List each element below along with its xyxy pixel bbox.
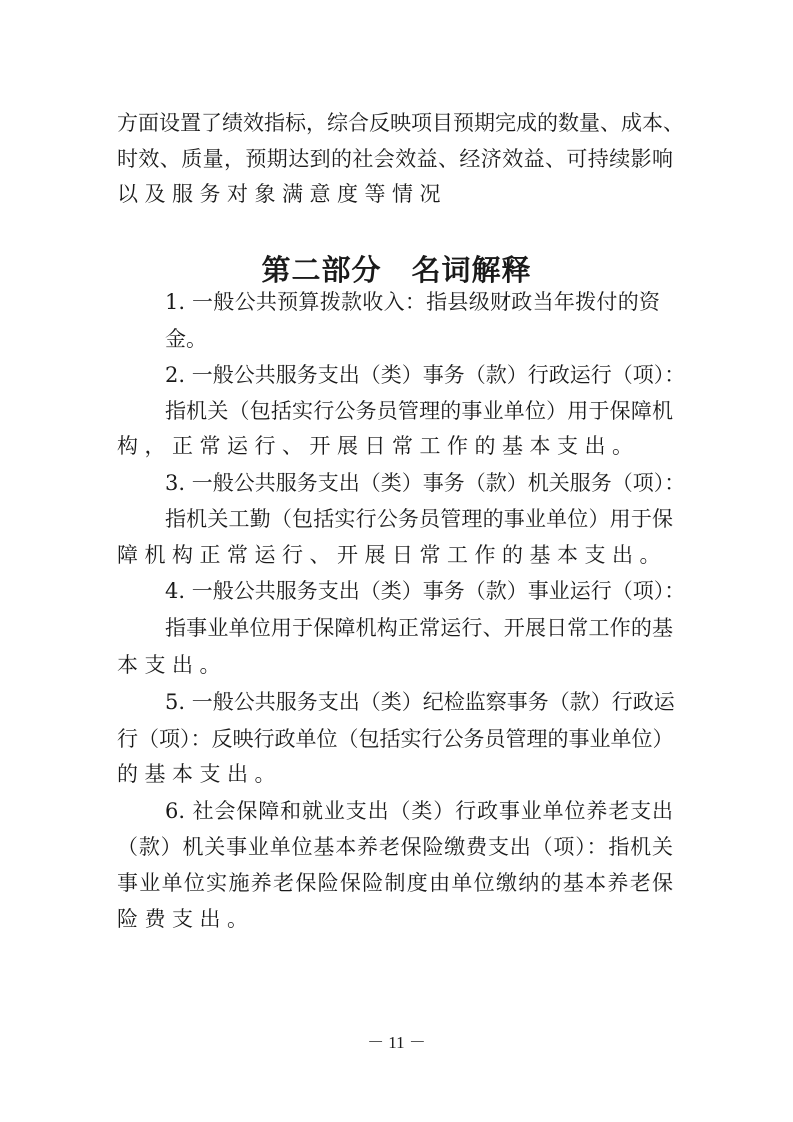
definition-line: 4. 一般公共服务支出（类）事务（款）事业运行（项）： [165, 579, 686, 603]
definition-line: 障机构正常运行、开展日常工作的基本支出。 [117, 543, 667, 567]
definition-line: 2. 一般公共服务支出（类）事务（款）行政运行（项）： [165, 363, 686, 387]
definition-line: 金。 [165, 327, 207, 351]
definition-line: 指事业单位用于保障机构正常运行、开展日常工作的基 [165, 616, 673, 640]
definition-line: 6. 社会保障和就业支出（类）行政事业单位养老支出 [165, 799, 673, 823]
definition-line: 指机关工勤（包括实行公务员管理的事业单位）用于保 [165, 507, 673, 531]
definition-line: 构，正常运行、开展日常工作的基本支出。 [117, 434, 640, 458]
paragraph-line: 以及服务对象满意度等情况 [117, 182, 447, 206]
definition-line: 险费支出。 [117, 907, 255, 931]
definition-line: （款）机关事业单位基本养老保险缴费支出（项）：指机关 [117, 835, 673, 859]
definition-line: 本支出。 [117, 653, 227, 677]
definition-line: 的基本支出。 [117, 762, 282, 786]
paragraph-line: 时效、质量，预期达到的社会效益、经济效益、可持续影响 [117, 147, 673, 171]
paragraph-line: 方面设置了绩效指标，综合反映项目预期完成的数量、成本、 [117, 111, 684, 135]
definition-line: 行（项）：反映行政单位（包括实行公务员管理的事业单位） [117, 727, 674, 751]
definition-line: 事业单位实施养老保险保险制度由单位缴纳的基本养老保 [117, 871, 673, 895]
definition-line: 5. 一般公共服务支出（类）纪检监察事务（款）行政运 [165, 690, 675, 714]
definition-line: 3. 一般公共服务支出（类）事务（款）机关服务（项）： [165, 471, 686, 495]
definition-line: 1. 一般公共预算拨款收入：指县级财政当年拨付的资 [165, 290, 660, 314]
page-number: － 11 － [367, 1033, 426, 1052]
definition-line: 指机关（包括实行公务员管理的事业单位）用于保障机 [165, 399, 673, 423]
section-title: 第二部分 名词解释 [261, 253, 532, 287]
